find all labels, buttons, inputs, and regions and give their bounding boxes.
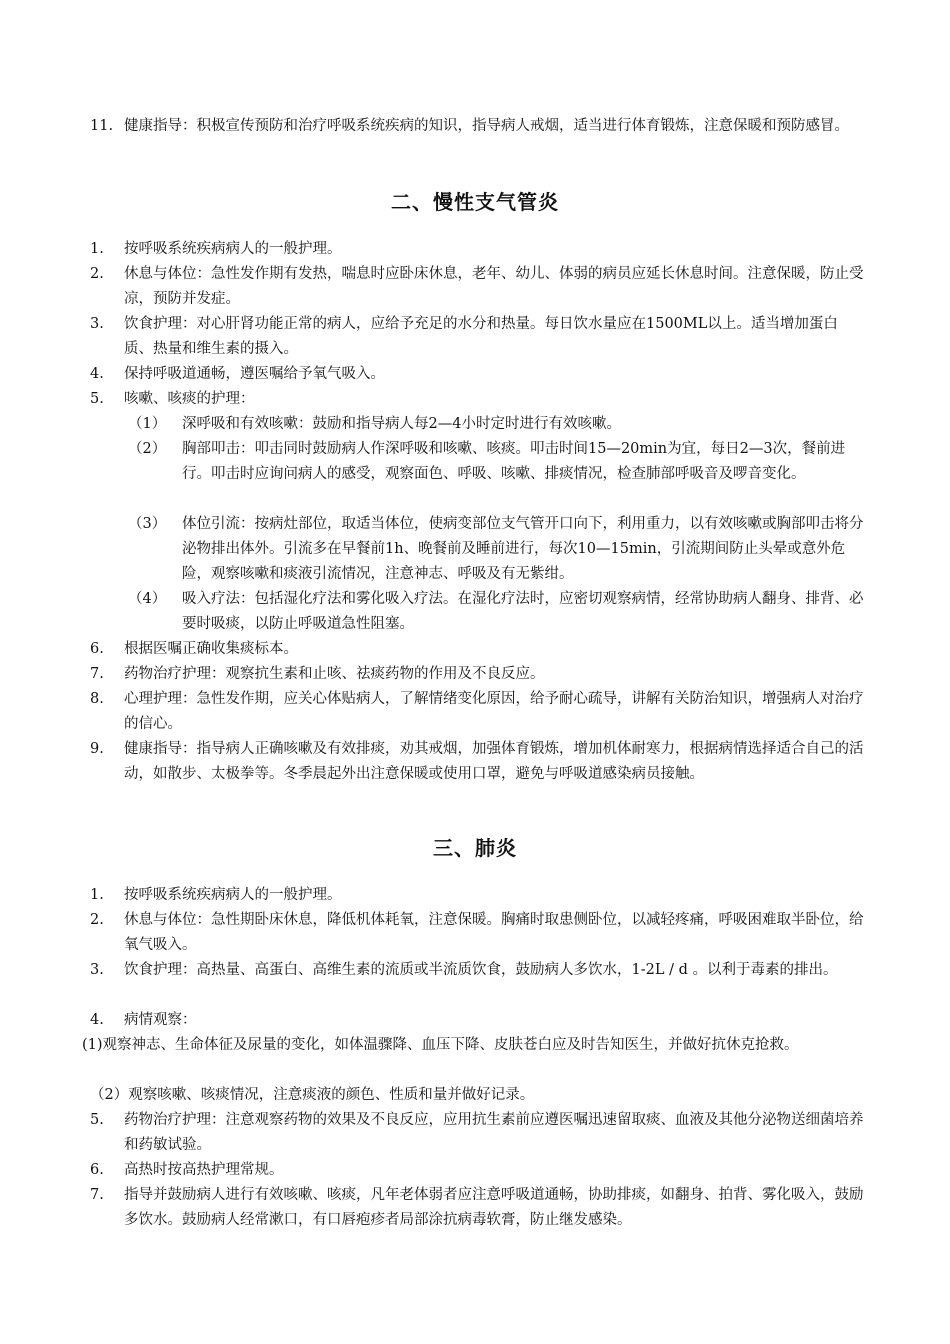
list-item-number: 7. [90,1187,104,1203]
list-item [90,1108,870,1158]
sub-list-item [128,437,870,512]
list-item-text: 高热时按高热护理常规。 [124,1162,284,1178]
list-item-text: 按呼吸系统疾病病人的一般护理。 [124,887,342,903]
list-item [90,662,870,687]
list-item [90,237,870,262]
list-item-number: 7. [90,666,104,682]
list-item [90,1158,870,1183]
list-item-text: 健康指导：积极宣传预防和治疗呼吸系统疾病的知识，指导病人戒烟，适当进行体育锻炼，注意保暖和预防感冒。 [124,118,849,134]
list-item [90,883,870,908]
observation-item [82,1033,870,1083]
sub-list-item-text: 深呼吸和有效咳嗽：鼓励和指导病人每2—4小时定时进行有效咳嗽。 [182,416,621,432]
sub-list-item [128,412,870,437]
list-item-text: 休息与体位：急性期卧床休息，降低机体耗氧，注意保暖。胸痛时取患侧卧位，以减轻疼痛，呼吸困难取半卧位，给氧气吸入。 [124,912,864,953]
sub-list-item [128,587,870,637]
list-item-text: 饮食护理：对心肝肾功能正常的病人，应给予充足的水分和热量。每日饮水量应在1500ML以上。适当增加蛋白质、热量和维生素的摄入。 [124,316,838,357]
sub-list-item-number: （1） [128,416,167,432]
list-item-text: 药物治疗护理：注意观察药物的效果及不良反应，应用抗生素前应遵医嘱迅速留取痰、血液及其他分泌物送细菌培养和药敏试验。 [124,1112,864,1153]
list-item [90,1183,870,1233]
list-item-text: 心理护理：急性发作期，应关心体贴病人，了解情绪变化原因，给予耐心疏导，讲解有关防治知识，增强病人对治疗的信心。 [124,691,864,732]
list-item-number: 3. [90,316,104,332]
list-item [90,737,880,787]
list-item-text: 饮食护理：高热量、高蛋白、高维生素的流质或半流质饮食，鼓励病人多饮水，1-2L / d 。以利于毒素的排出。 [124,962,838,978]
list-item [90,637,870,662]
list-item-text: 咳嗽、咳痰的护理： [124,391,255,407]
list-item [90,687,870,737]
sub-list-item-number: （4） [128,591,167,607]
list-item-number: 6. [90,641,104,657]
list-item-number: 1. [90,241,104,257]
list-item-number: 2. [90,266,104,282]
list-item-number: 4. [90,366,104,382]
list-item [90,114,870,164]
list-item-text: 根据医嘱正确收集痰标本。 [124,641,298,657]
list-item-number: 5. [90,391,104,407]
observation-text: (1)观察神志、生命体征及尿量的变化，如体温骤降、血压下降、皮肤苍白应及时告知医生，并做好抗休克抢救。 [82,1037,799,1053]
list-item-text: 按呼吸系统疾病病人的一般护理。 [124,241,342,257]
observation-text: （2）观察咳嗽、咳痰情况，注意痰液的颜色、性质和量并做好记录。 [90,1087,535,1103]
list-item [90,958,870,1008]
list-item-number: 6. [90,1162,104,1178]
list-item-text: 病情观察： [124,1012,197,1028]
observation-item [90,1083,870,1108]
list-item [90,908,870,958]
list-item-number: 11. [90,118,114,134]
list-item-number: 4. [90,1012,104,1028]
sub-list-item-text: 体位引流：按病灶部位，取适当体位，使病变部位支气管开口向下，利用重力，以有效咳嗽或胸部叩击将分泌物排出体外。引流多在早餐前1h、晚餐前及睡前进行，每次10—15min，引流期间防止头晕或意外危险，观察咳嗽和痰液引流情况，注意神志、呼吸及有无紫绀。 [182,516,864,582]
list-item-text: 药物治疗护理：观察抗生素和止咳、祛痰药物的作用及不良反应。 [124,666,545,682]
list-item [90,262,870,312]
list-item-text: 休息与体位：急性发作期有发热，喘息时应卧床休息，老年、幼儿、体弱的病员应延长休息时间。注意保暖，防止受凉，预防并发症。 [124,266,864,307]
sub-list-item [128,512,870,587]
section-heading: 二、慢性支气管炎 [391,190,559,214]
list-item-text: 保持呼吸道通畅，遵医嘱给予氧气吸入。 [124,366,385,382]
list-item [90,362,870,387]
list-item [90,1008,870,1033]
list-item-number: 9. [90,741,104,757]
list-item-number: 1. [90,887,104,903]
list-item-number: 8. [90,691,104,707]
sub-list-item-text: 吸入疗法：包括湿化疗法和雾化吸入疗法。在湿化疗法时，应密切观察病情，经常协助病人翻身、排背、必要时吸痰，以防止呼吸道急性阻塞。 [182,591,864,632]
list-item-number: 5. [90,1112,104,1128]
list-item-text: 指导并鼓励病人进行有效咳嗽、咳痰，凡年老体弱者应注意呼吸道通畅，协助排痰，如翻身、拍背、雾化吸入，鼓励多饮水。鼓励病人经常漱口，有口唇疱疹者局部涂抗病毒软膏，防止继发感染。 [124,1187,864,1228]
sub-list-item-number: （2） [128,441,167,457]
list-item [90,312,870,362]
sub-list-item-text: 胸部叩击：叩击同时鼓励病人作深呼吸和咳嗽、咳痰。叩击时间15—20min为宜，每日2—3次，餐前进行。叩击时应询问病人的感受，观察面色、呼吸、咳嗽、排痰情况，检查肺部呼吸音及啰音变化。 [182,441,846,482]
list-item-number: 3. [90,962,104,978]
list-item-number: 2. [90,912,104,928]
list-item-text: 健康指导：指导病人正确咳嗽及有效排痰，劝其戒烟，加强体育锻炼，增加机体耐寒力，根据病情选择适合自己的活动，如散步、太极拳等。冬季晨起外出注意保暖或使用口罩，避免与呼吸道感染病员接触。 [124,741,864,782]
section-heading: 三、肺炎 [433,836,517,860]
sub-list-item-number: （3） [128,516,167,532]
list-item [90,387,870,412]
